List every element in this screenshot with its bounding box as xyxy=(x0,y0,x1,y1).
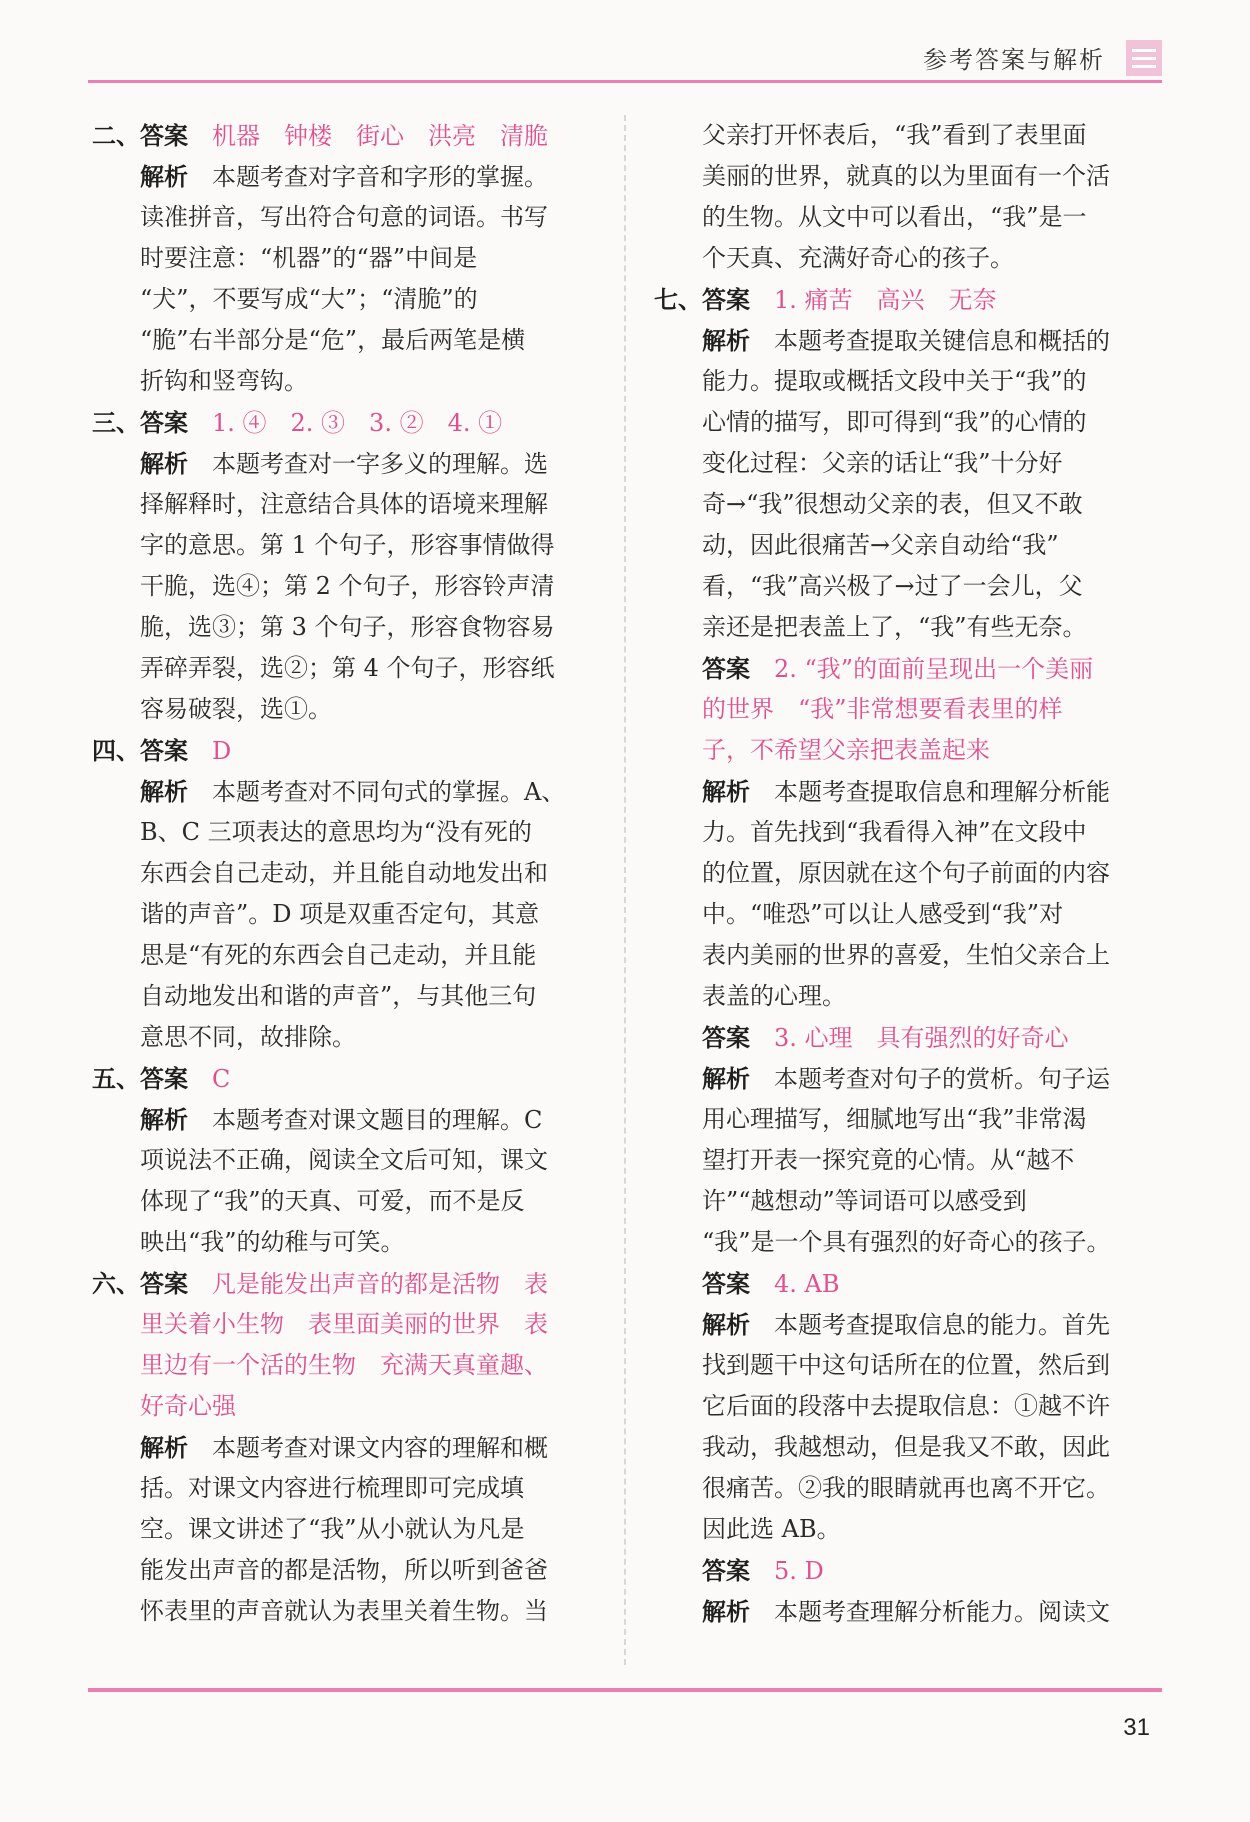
answer-label: 答案 xyxy=(702,1556,750,1585)
analysis-line xyxy=(702,1058,1110,1100)
analysis-line xyxy=(140,156,548,198)
section-number: 六、 xyxy=(92,1269,140,1298)
analysis-line: 表内美丽的世界的喜爱，生怕父亲合上 xyxy=(702,941,1110,969)
analysis-line: 思是“有死的东西会自己走动，并且能 xyxy=(140,941,537,969)
analysis-line: “犬”，不要写成“大”；“清脆”的 xyxy=(140,285,478,313)
analysis-line: 能发出声音的都是活物，所以听到爸爸 xyxy=(140,1556,548,1584)
analysis-label: 解析 xyxy=(702,326,750,355)
q5-answer: 5. D xyxy=(774,1557,824,1585)
analysis-line: 容易破裂，选①。 xyxy=(140,695,332,723)
section-6-answer-line xyxy=(92,1263,548,1305)
analysis-line: 弄碎弄裂，选②；第 4 个句子，形容纸 xyxy=(140,654,555,682)
analysis-text: 本题考查提取关键信息和概括的 xyxy=(774,327,1110,355)
analysis-line: 奇→“我”很想动父亲的表，但又不敢 xyxy=(702,490,1083,518)
bottom-rule xyxy=(88,1688,1162,1692)
analysis-line: 括。对课文内容进行梳理即可完成填 xyxy=(140,1474,524,1502)
analysis-line: 脆，选③；第 3 个句子，形容食物容易 xyxy=(140,613,555,641)
answer-line: 子，不希望父亲把表盖起来 xyxy=(702,736,990,764)
analysis-line: 能力。提取或概括文段中关于“我”的 xyxy=(702,367,1087,395)
analysis-line: 意思不同，故排除。 xyxy=(140,1023,356,1051)
analysis-line: 亲还是把表盖上了，“我”有些无奈。 xyxy=(702,613,1087,641)
answer-label: 答案 xyxy=(140,121,188,150)
section-number: 七、 xyxy=(654,285,702,314)
analysis-text: 本题考查对不同句式的掌握。A、 xyxy=(212,778,566,806)
section-5-answer-line xyxy=(92,1058,230,1100)
book-icon xyxy=(1126,40,1162,76)
q4-answer: 4. AB xyxy=(774,1270,840,1298)
answer-label: 答案 xyxy=(702,285,750,314)
answer-label: 答案 xyxy=(702,1023,750,1052)
analysis-line: 变化过程：父亲的话让“我”十分好 xyxy=(702,449,1063,477)
answer-label: 答案 xyxy=(140,736,188,765)
analysis-line: 找到题干中这句话所在的位置，然后到 xyxy=(702,1351,1110,1379)
section-2-answer-line xyxy=(92,115,548,157)
analysis-line: 因此选 AB。 xyxy=(702,1515,841,1543)
analysis-line: 字的意思。第 1 个句子，形容事情做得 xyxy=(140,531,555,559)
column-divider xyxy=(624,115,626,1665)
analysis-line: B、C 三项表达的意思均为“没有死的 xyxy=(140,818,532,846)
analysis-label: 解析 xyxy=(140,162,188,191)
analysis-line: 力。首先找到“我看得入神”在文段中 xyxy=(702,818,1087,846)
analysis-text: 本题考查理解分析能力。阅读文 xyxy=(774,1598,1110,1626)
analysis-line xyxy=(140,771,565,813)
analysis-line: 父亲打开怀表后，“我”看到了表里面 xyxy=(702,121,1087,149)
analysis-line: 用心理描写，细腻地写出“我”非常渴 xyxy=(702,1105,1087,1133)
section-5-answer: C xyxy=(212,1065,231,1093)
analysis-line: 谐的声音”。D 项是双重否定句，其意 xyxy=(140,900,540,928)
analysis-line: 怀表里的声音就认为表里关着生物。当 xyxy=(140,1597,548,1625)
answer-label: 答案 xyxy=(702,654,750,683)
q4-answer-line xyxy=(702,1263,840,1305)
analysis-text: 本题考查提取信息和理解分析能 xyxy=(774,778,1110,806)
analysis-line: 择解释时，注意结合具体的语境来理解 xyxy=(140,490,548,518)
analysis-line: 干脆，选④；第 2 个句子，形容铃声清 xyxy=(140,572,555,600)
analysis-line: 心情的描写，即可得到“我”的心情的 xyxy=(702,408,1087,436)
q5-answer-line xyxy=(702,1550,824,1592)
section-4-answer-line xyxy=(92,730,231,772)
analysis-line: 东西会自己走动，并且能自动地发出和 xyxy=(140,859,548,887)
section-number: 四、 xyxy=(92,736,140,765)
analysis-label: 解析 xyxy=(140,777,188,806)
answer-line: 好奇心强 xyxy=(140,1392,236,1420)
section-number: 二、 xyxy=(92,121,140,150)
section-7-answer-line xyxy=(654,279,997,321)
analysis-line: 项说法不正确，阅读全文后可知，课文 xyxy=(140,1146,548,1174)
analysis-line: 的生物。从文中可以看出，“我”是一 xyxy=(702,203,1087,231)
section-number: 五、 xyxy=(92,1064,140,1093)
analysis-text: 本题考查对课文题目的理解。C xyxy=(212,1106,543,1134)
analysis-line: 动，因此很痛苦→父亲自动给“我” xyxy=(702,531,1059,559)
section-3-answer: 1. ④ 2. ③ 3. ② 4. ① xyxy=(212,409,503,437)
analysis-line: “脆”右半部分是“危”，最后两笔是横 xyxy=(140,326,526,354)
analysis-line: 读准拼音，写出符合句意的词语。书写 xyxy=(140,203,548,231)
analysis-label: 解析 xyxy=(702,1064,750,1093)
analysis-line xyxy=(702,320,1110,362)
analysis-line: 自动地发出和谐的声音”，与其他三句 xyxy=(140,982,537,1010)
analysis-label: 解析 xyxy=(702,1597,750,1626)
answer-label: 答案 xyxy=(140,1064,188,1093)
analysis-line: 折钩和竖弯钩。 xyxy=(140,367,308,395)
section-3-answer-line xyxy=(92,402,502,444)
analysis-line xyxy=(140,1427,548,1469)
header-title: 参考答案与解析 xyxy=(923,46,1105,74)
analysis-line: 它后面的段落中去提取信息：①越不许 xyxy=(702,1392,1110,1420)
analysis-line: 看，“我”高兴极了→过了一会儿，父 xyxy=(702,572,1083,600)
analysis-line xyxy=(140,443,548,485)
analysis-text: 本题考查提取信息的能力。首先 xyxy=(774,1311,1110,1339)
analysis-line: “我”是一个具有强烈的好奇心的孩子。 xyxy=(702,1228,1111,1256)
analysis-label: 解析 xyxy=(702,1310,750,1339)
section-2-answer: 机器 钟楼 街心 洪亮 清脆 xyxy=(212,122,548,150)
top-rule xyxy=(88,80,1162,83)
analysis-line xyxy=(702,1304,1110,1346)
answer-label: 答案 xyxy=(702,1269,750,1298)
analysis-line: 个天真、充满好奇心的孩子。 xyxy=(702,244,1014,272)
analysis-line: 体现了“我”的天真、可爱，而不是反 xyxy=(140,1187,525,1215)
analysis-text: 本题考查对课文内容的理解和概 xyxy=(212,1434,548,1462)
analysis-text: 本题考查对字音和字形的掌握。 xyxy=(212,163,548,191)
analysis-line: 映出“我”的幼稚与可笑。 xyxy=(140,1228,405,1256)
section-4-answer: D xyxy=(212,737,232,765)
analysis-line: 许”“越想动”等词语可以感受到 xyxy=(702,1187,1027,1215)
analysis-label: 解析 xyxy=(702,777,750,806)
q3-answer-line xyxy=(702,1017,1069,1059)
analysis-label: 解析 xyxy=(140,1433,188,1462)
page-number: 31 xyxy=(1123,1714,1150,1741)
analysis-label: 解析 xyxy=(140,449,188,478)
analysis-line: 望打开表一探究竟的心情。从“越不 xyxy=(702,1146,1075,1174)
answer-label: 答案 xyxy=(140,1269,188,1298)
answer-label: 答案 xyxy=(140,408,188,437)
analysis-line: 表盖的心理。 xyxy=(702,982,846,1010)
analysis-line: 的位置，原因就在这个句子前面的内容 xyxy=(702,859,1110,887)
analysis-line xyxy=(702,1591,1110,1633)
analysis-label: 解析 xyxy=(140,1105,188,1134)
q3-answer: 3. 心理 具有强烈的好奇心 xyxy=(774,1024,1069,1052)
section-6-answer: 凡是能发出声音的都是活物 表 xyxy=(212,1270,548,1298)
analysis-line: 美丽的世界，就真的以为里面有一个活 xyxy=(702,162,1110,190)
answer-line: 的世界 “我”非常想要看表里的样 xyxy=(702,695,1063,723)
analysis-line xyxy=(702,771,1110,813)
analysis-line: 空。课文讲述了“我”从小就认为凡是 xyxy=(140,1515,525,1543)
section-7-answer: 1. 痛苦 高兴 无奈 xyxy=(774,286,997,314)
analysis-line: 中。“唯恐”可以让人感受到“我”对 xyxy=(702,900,1064,928)
analysis-line: 很痛苦。②我的眼睛就再也离不开它。 xyxy=(702,1474,1110,1502)
analysis-line xyxy=(140,1099,542,1141)
answer-line: 里关着小生物 表里面美丽的世界 表 xyxy=(140,1310,548,1338)
analysis-text: 本题考查对句子的赏析。句子运 xyxy=(774,1065,1110,1093)
answer-line: 里边有一个活的生物 充满天真童趣、 xyxy=(140,1351,548,1379)
analysis-text: 本题考查对一字多义的理解。选 xyxy=(212,450,548,478)
analysis-line: 时要注意：“机器”的“器”中间是 xyxy=(140,244,478,272)
q2-answer: 2. “我”的面前呈现出一个美丽 xyxy=(774,655,1094,683)
section-number: 三、 xyxy=(92,408,140,437)
analysis-line: 我动，我越想动，但是我又不敢，因此 xyxy=(702,1433,1110,1461)
q2-answer-line xyxy=(702,648,1093,690)
